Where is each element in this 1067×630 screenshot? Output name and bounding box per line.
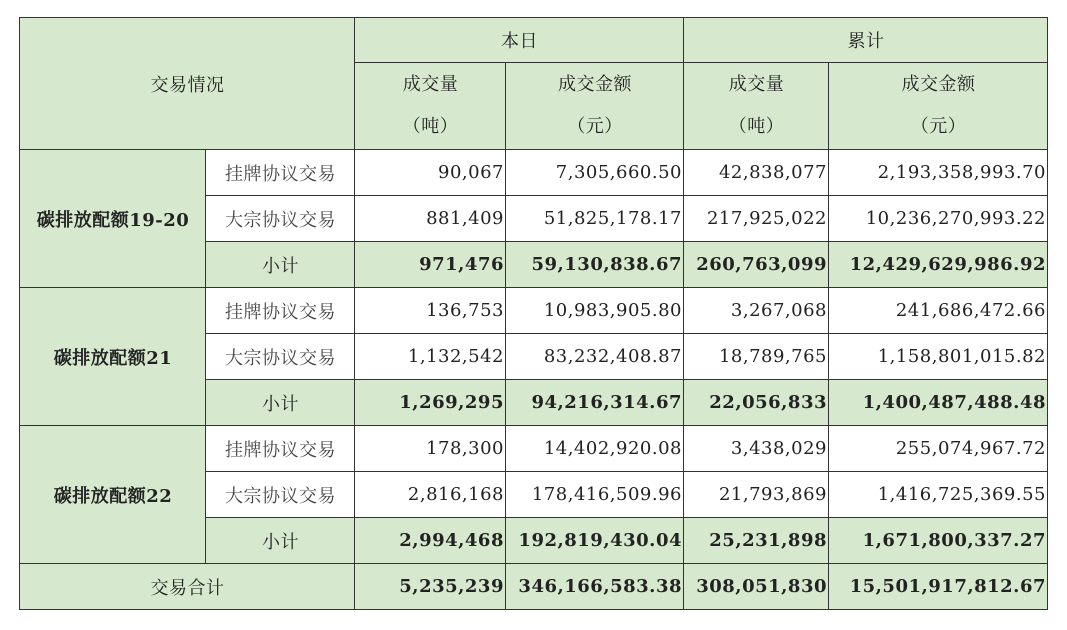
subtotal-label: 小计 [206, 242, 355, 288]
group-name: 碳排放配额19-20 [20, 150, 206, 288]
cum-volume-cell: 3,438,029 [684, 426, 829, 472]
row-label: 大宗协议交易 [206, 334, 355, 380]
subtotal-today-volume: 1,269,295 [355, 380, 506, 426]
subtotal-cum-amount: 1,671,800,337.27 [829, 518, 1048, 564]
table-row [20, 426, 1048, 472]
cum-volume-cell: 21,793,869 [684, 472, 829, 518]
group-name: 碳排放配额21 [20, 288, 206, 426]
row-label: 挂牌协议交易 [206, 150, 355, 196]
row-label: 挂牌协议交易 [206, 426, 355, 472]
total-row [20, 564, 1048, 610]
today-volume-cell: 2,816,168 [355, 472, 506, 518]
row-label: 大宗协议交易 [206, 472, 355, 518]
total-cum-amount: 15,501,917,812.67 [829, 564, 1048, 610]
table-row [20, 150, 1048, 196]
header-volume-label: 成交量 [402, 74, 459, 95]
today-volume-cell: 178,300 [355, 426, 506, 472]
subtotal-cum-volume: 25,231,898 [684, 518, 829, 564]
subtotal-label: 小计 [206, 518, 355, 564]
trading-summary-table [19, 17, 1048, 610]
header-today-amount [506, 63, 684, 150]
today-amount-cell: 178,416,509.96 [506, 472, 684, 518]
today-amount-cell: 83,232,408.87 [506, 334, 684, 380]
cum-amount-cell: 1,416,725,369.55 [829, 472, 1048, 518]
total-today-amount: 346,166,583.38 [506, 564, 684, 610]
today-amount-cell: 51,825,178.17 [506, 196, 684, 242]
cum-volume-cell: 18,789,765 [684, 334, 829, 380]
today-volume-cell: 136,753 [355, 288, 506, 334]
subtotal-today-volume: 971,476 [355, 242, 506, 288]
row-label: 挂牌协议交易 [206, 288, 355, 334]
subtotal-today-amount: 192,819,430.04 [506, 518, 684, 564]
total-cum-volume: 308,051,830 [684, 564, 829, 610]
header-amount-label: 成交金额 [901, 74, 976, 95]
subtotal-cum-amount: 1,400,487,488.48 [829, 380, 1048, 426]
header-corner: 交易情况 [20, 18, 355, 150]
header-cumulative: 累计 [684, 18, 1048, 63]
header-today-volume [355, 63, 506, 150]
subtotal-cum-volume: 260,763,099 [684, 242, 829, 288]
table-row [20, 288, 1048, 334]
subtotal-today-amount: 59,130,838.67 [506, 242, 684, 288]
header-cum-amount [829, 63, 1048, 150]
header-volume-unit: （吨） [402, 116, 459, 137]
subtotal-label: 小计 [206, 380, 355, 426]
cum-volume-cell: 217,925,022 [684, 196, 829, 242]
cum-amount-cell: 1,158,801,015.82 [829, 334, 1048, 380]
header-volume-unit: （吨） [728, 116, 785, 137]
cum-amount-cell: 255,074,967.72 [829, 426, 1048, 472]
today-volume-cell: 90,067 [355, 150, 506, 196]
group-name: 碳排放配额22 [20, 426, 206, 564]
cum-amount-cell: 241,686,472.66 [829, 288, 1048, 334]
cum-volume-cell: 42,838,077 [684, 150, 829, 196]
cum-amount-cell: 10,236,270,993.22 [829, 196, 1048, 242]
header-amount-label: 成交金额 [558, 74, 632, 95]
today-amount-cell: 7,305,660.50 [506, 150, 684, 196]
cum-amount-cell: 2,193,358,993.70 [829, 150, 1048, 196]
today-volume-cell: 1,132,542 [355, 334, 506, 380]
total-label: 交易合计 [20, 564, 355, 610]
today-amount-cell: 14,402,920.08 [506, 426, 684, 472]
subtotal-cum-volume: 22,056,833 [684, 380, 829, 426]
header-amount-unit: （元） [910, 116, 967, 137]
header-amount-unit: （元） [567, 116, 623, 137]
header-cum-volume [684, 63, 829, 150]
subtotal-cum-amount: 12,429,629,986.92 [829, 242, 1048, 288]
header-row-periods [20, 18, 1048, 63]
header-today: 本日 [355, 18, 684, 63]
subtotal-today-volume: 2,994,468 [355, 518, 506, 564]
cum-volume-cell: 3,267,068 [684, 288, 829, 334]
today-amount-cell: 10,983,905.80 [506, 288, 684, 334]
header-volume-label: 成交量 [728, 74, 785, 95]
today-volume-cell: 881,409 [355, 196, 506, 242]
subtotal-today-amount: 94,216,314.67 [506, 380, 684, 426]
total-today-volume: 5,235,239 [355, 564, 506, 610]
row-label: 大宗协议交易 [206, 196, 355, 242]
